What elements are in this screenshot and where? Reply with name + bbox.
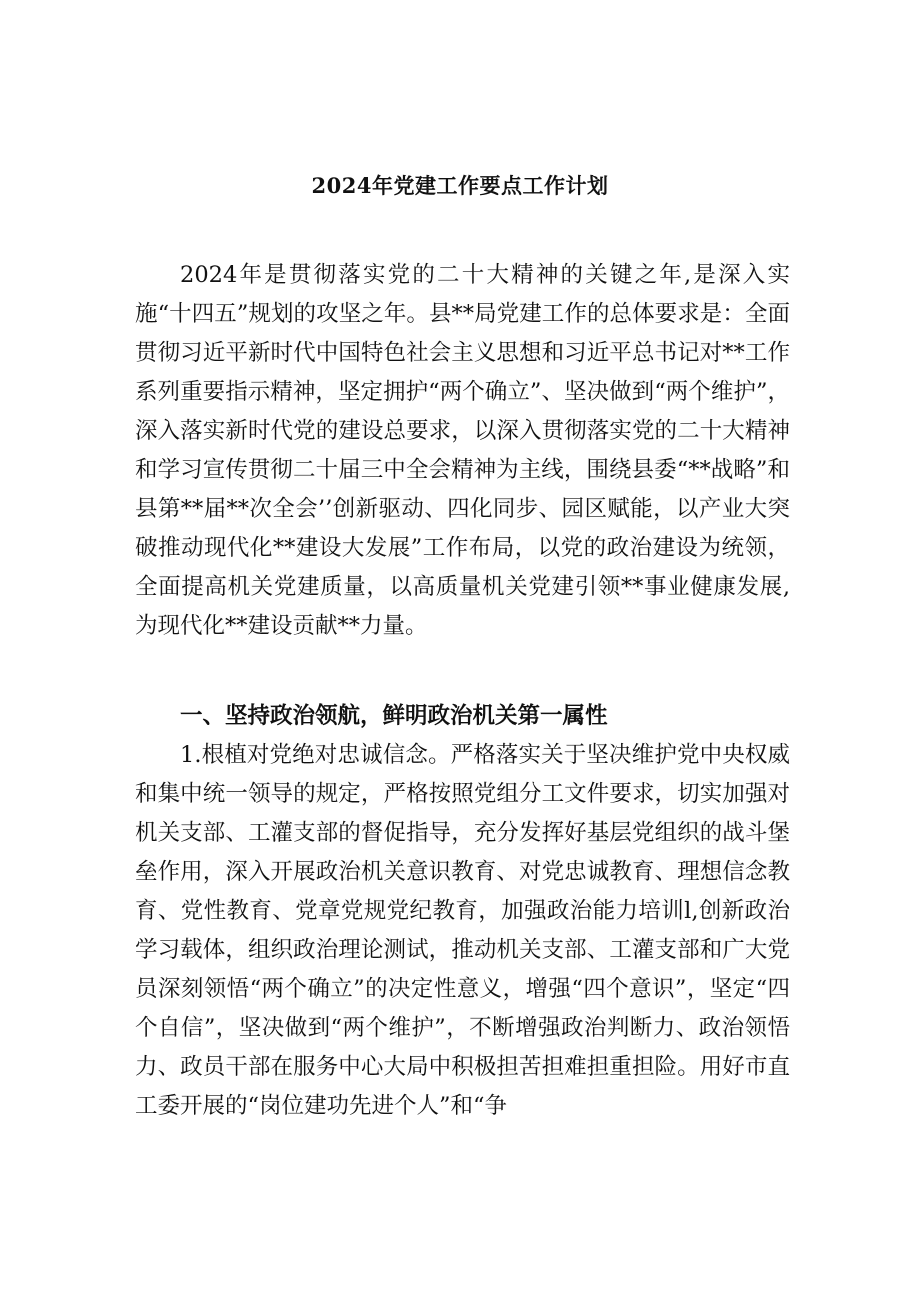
intro-paragraph: 2024年是贯彻落实党的二十大精神的关键之年,是深入实施“十四五”规划的攻坚之年。县**局党建工作的总体要求是：全面贯彻习近平新时代中国特色社会主义思想和习近平总书记对**工作系列重要指示精神，坚定拥护“两个确立”、坚决做到“两个维护”，深入落实新时代党的建设总要求，以深入贯彻落实党的二十大精神和学习宣传贯彻二十届三中全会精神为主线，围绕县委“**战略”和县第**届**次全会’’创新驱动、四化同步、园区赋能，以产业大突破推动现代化**建设大发展”工作布局，以党的政治建设为统领，全面提高机关党建质量，以高质量机关党建引领**事业健康发展,为现代化**建设贡献**力量。 [135, 262, 790, 639]
section-1-paragraph-1: 1.根植对党绝对忠诚信念。严格落实关于坚决维护党中央权威和集中统一领导的规定，严格按照党组分工文件要求，切实加强对机关支部、工灌支部的督促指导，充分发挥好基层党组织的战斗堡垒作用，深入开展政治机关意识教育、对党忠诚教育、理想信念教育、党性教育、党章党规党纪教育，加强政治能力培训l,创新政治学习载体，组织政治理论测试，推动机关支部、工灌支部和广大党员深刻领悟“两个确立”的决定性意义，增强“四个意识”，坚定“四个自信”，坚决做到“两个维护”，不断增强政治判断力、政治领悟力、政员干部在服务中心大局中积极担苦担难担重担险。用好市直工委开展的“岗位建功先进个人”和“争 [135, 742, 790, 1119]
section-heading-1: 一、坚持政治领航，鲜明政治机关第一属性 [180, 703, 608, 729]
document-title: 2024年党建工作要点工作计划 [311, 173, 609, 198]
